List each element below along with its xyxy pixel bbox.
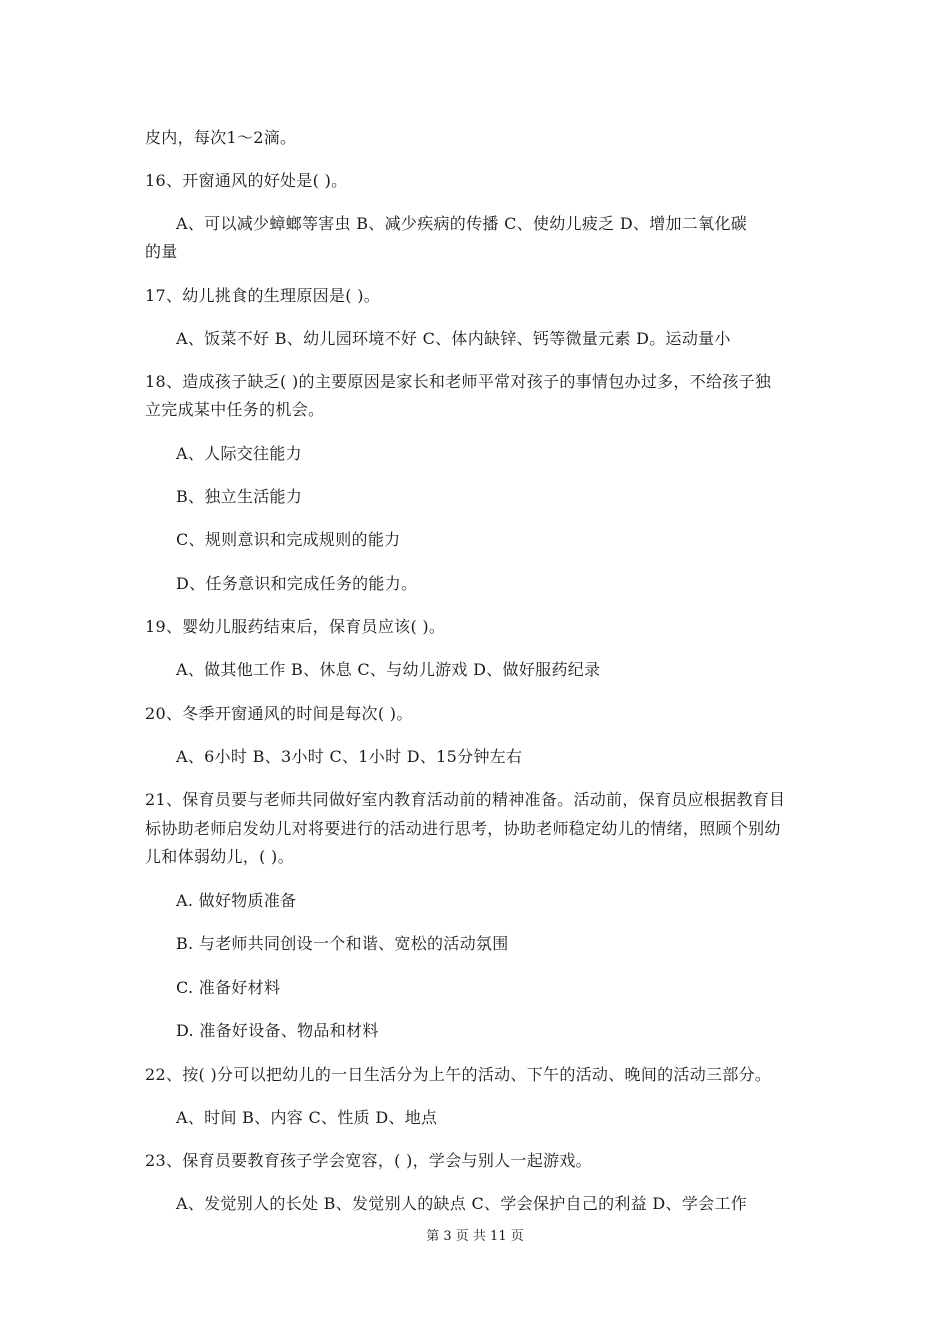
- question-21-option-d: D. 准备好设备、物品和材料: [176, 1021, 379, 1040]
- question-16-options: A、可以减少蟑螂等害虫 B、减少疾病的传播 C、使幼儿疲乏 D、增加二氧化碳: [176, 214, 748, 233]
- question-21-cont-1: 标协助老师启发幼儿对将要进行的活动进行思考，协助老师稳定幼儿的情绪，照顾个别幼: [145, 819, 781, 838]
- question-20: 20、冬季开窗通风的时间是每次( )。: [145, 704, 413, 723]
- question-18-cont: 立完成某中任务的机会。: [145, 400, 325, 419]
- question-17: 17、幼儿挑食的生理原因是( )。: [145, 286, 381, 305]
- question-20-options: A、6小时 B、3小时 C、1小时 D、15分钟左右: [176, 747, 523, 766]
- question-19: 19、婴幼儿服药结束后，保育员应该( )。: [145, 617, 446, 636]
- question-22: 22、按( )分可以把幼儿的一日生活分为上午的活动、下午的活动、晚间的活动三部分。: [145, 1065, 772, 1084]
- question-23-options: A、发觉别人的长处 B、发觉别人的缺点 C、学会保护自己的利益 D、学会工作: [176, 1194, 748, 1213]
- question-18: 18、造成孩子缺乏( )的主要原因是家长和老师平常对孩子的事情包办过多，不给孩子独: [145, 372, 772, 391]
- page-footer: 第 3 页 共 11 页: [426, 1229, 524, 1244]
- question-21-option-a: A. 做好物质准备: [176, 891, 297, 910]
- question-18-option-c: C、规则意识和完成规则的能力: [176, 530, 401, 549]
- question-18-option-d: D、任务意识和完成任务的能力。: [176, 574, 418, 593]
- question-22-options: A、时间 B、内容 C、性质 D、地点: [176, 1108, 438, 1127]
- question-21-cont-2: 儿和体弱幼儿，( )。: [145, 847, 294, 866]
- question-18-option-a: A、人际交往能力: [176, 444, 302, 463]
- question-21-option-b: B. 与老师共同创设一个和谐、宽松的活动氛围: [176, 934, 509, 953]
- text-line: 皮内，每次1～2滴。: [145, 128, 297, 147]
- question-16: 16、开窗通风的好处是( )。: [145, 171, 348, 190]
- question-21-option-c: C. 准备好材料: [176, 978, 281, 997]
- question-23: 23、保育员要教育孩子学会宽容，( )，学会与别人一起游戏。: [145, 1151, 592, 1170]
- question-16-options-cont: 的量: [145, 242, 178, 261]
- question-21: 21、保育员要与老师共同做好室内教育活动前的精神准备。活动前，保育员应根据教育目: [145, 790, 786, 809]
- question-19-options: A、做其他工作 B、休息 C、与幼儿游戏 D、做好服药纪录: [176, 660, 601, 679]
- question-18-option-b: B、独立生活能力: [176, 487, 303, 506]
- question-17-options: A、饭菜不好 B、幼儿园环境不好 C、体内缺锌、钙等微量元素 D。运动量小: [176, 329, 731, 348]
